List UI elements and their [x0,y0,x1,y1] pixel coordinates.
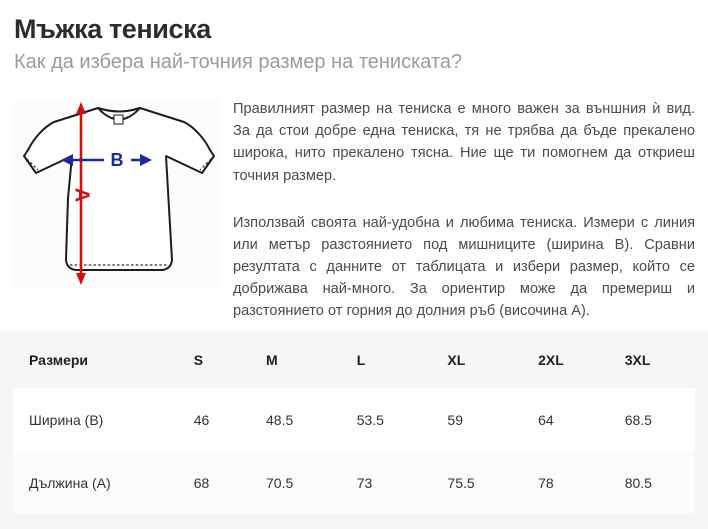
page-title: Мъжка тениска [14,14,211,44]
header-size-xl: XL [447,351,466,368]
page-subtitle: Как да избера най-точния размер на тениската? [14,51,463,74]
header-sizes: Размери [29,351,89,368]
intro-text [233,98,695,323]
header-size-s: S [193,351,204,368]
size-table [13,331,695,514]
width-value-m: 48.5 [266,411,294,428]
size-table-header-row [13,331,695,388]
length-value-m: 70.5 [266,474,294,491]
width-value-3xl: 68.5 [624,411,652,428]
width-value-s: 46 [193,411,210,428]
table-row-length [13,451,695,514]
height-arrow-label: A [70,187,93,203]
header-size-2xl: 2XL [538,351,564,368]
width-value-xl: 59 [447,411,463,428]
page-header [14,14,688,74]
length-value-xl: 75.5 [447,474,475,491]
header-size-3xl: 3XL [624,351,651,368]
size-guide-content [14,98,695,323]
length-value-l: 73 [356,474,373,491]
tshirt-measurement-diagram [14,98,219,288]
length-value-s: 68 [193,474,210,491]
width-arrow-label: B [110,149,124,170]
size-table-section [0,331,708,529]
width-value-2xl: 64 [538,411,554,428]
tshirt-outline [24,108,214,270]
row-label-length: Дължина (A) [29,474,111,491]
length-value-3xl: 80.5 [624,474,652,491]
neck-label-tag [114,115,123,124]
header-size-m: M [266,351,278,368]
row-label-width: Ширина (B) [29,411,104,428]
intro-paragraph-1: Правилният размер на тениска е много важен за външния ѝ вид. За да стои добре една тениска, тя не трябва да бъде прекалено широка, нито прекалено тясна. Ние ще ти помогнем да откриеш точния размер. [233,101,695,184]
header-size-l: L [356,351,366,368]
width-value-l: 53.5 [356,411,384,428]
table-row-width [13,388,695,451]
length-value-2xl: 78 [538,474,554,491]
tshirt-diagram-icon [14,98,219,288]
intro-paragraph-2: Използвай своята най-удобна и любима тениска. Измери с линия или метър разстоянието под мишниците (ширина B). Сравни резултата с данните от таблицата и избери размер, който се добрижава най-много. За ориентир може да премериш и разстоянието от горния до долния ръб (височина A). [233,214,695,320]
